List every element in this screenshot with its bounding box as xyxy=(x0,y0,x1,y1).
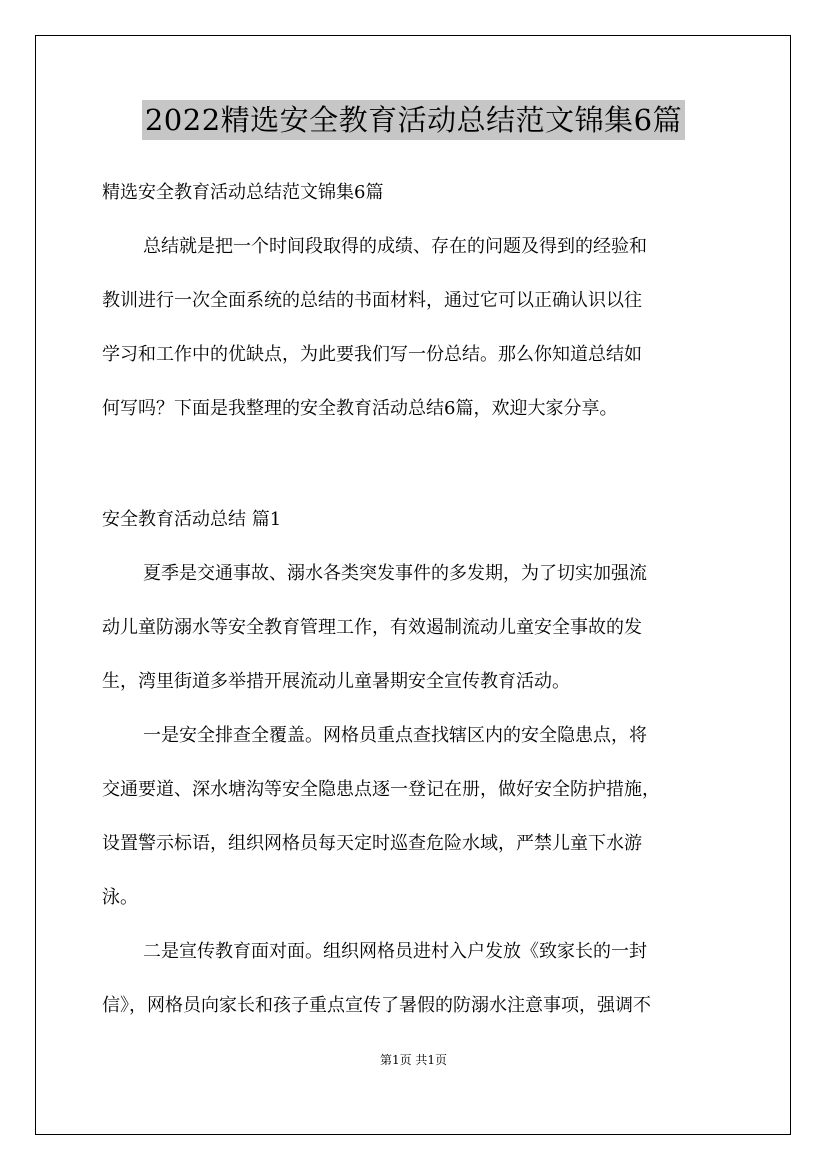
intro-line: 总结就是把一个时间段取得的成绩、存在的问题及得到的经验和 xyxy=(143,236,647,257)
paragraph-line: 动儿童防溺水等安全教育管理工作，有效遏制流动儿童安全事故的发 xyxy=(102,617,642,638)
paragraph-line: 交通要道、深水塘沟等安全隐患点逐一登记在册，做好安全防护措施， xyxy=(102,779,660,800)
paragraph-line: 夏季是交通事故、溺水各类突发事件的多发期，为了切实加强流 xyxy=(143,563,647,584)
title-block xyxy=(0,100,827,140)
intro-line: 何写吗？下面是我整理的安全教育活动总结6篇，欢迎大家分享。 xyxy=(102,398,618,419)
paragraph-line: 二是宣传教育面对面。组织网格员进村入户发放《致家长的一封 xyxy=(143,941,647,962)
paragraph-line: 生，湾里街道多举措开展流动儿童暑期安全宣传教育活动。 xyxy=(102,671,570,692)
document-subtitle: 精选安全教育活动总结范文锦集6篇 xyxy=(102,182,384,203)
paragraph-line: 泳。 xyxy=(102,887,138,908)
document-title: 2022精选安全教育活动总结范文锦集6篇 xyxy=(142,100,685,140)
paragraph-line: 信》，网格员向家长和孩子重点宣传了暑假的防溺水注意事项，强调不 xyxy=(102,995,651,1016)
paragraph-line: 一是安全排查全覆盖。网格员重点查找辖区内的安全隐患点，将 xyxy=(143,725,647,746)
section-heading: 安全教育活动总结 篇1 xyxy=(102,509,282,530)
intro-line: 教训进行一次全面系统的总结的书面材料，通过它可以正确认识以往 xyxy=(102,290,642,311)
paragraph-line: 设置警示标语，组织网格员每天定时巡查危险水域，严禁儿童下水游 xyxy=(102,833,642,854)
intro-line: 学习和工作中的优缺点，为此要我们写一份总结。那么你知道总结如 xyxy=(102,344,642,365)
page-footer: 第1页 共1页 xyxy=(379,1053,448,1067)
